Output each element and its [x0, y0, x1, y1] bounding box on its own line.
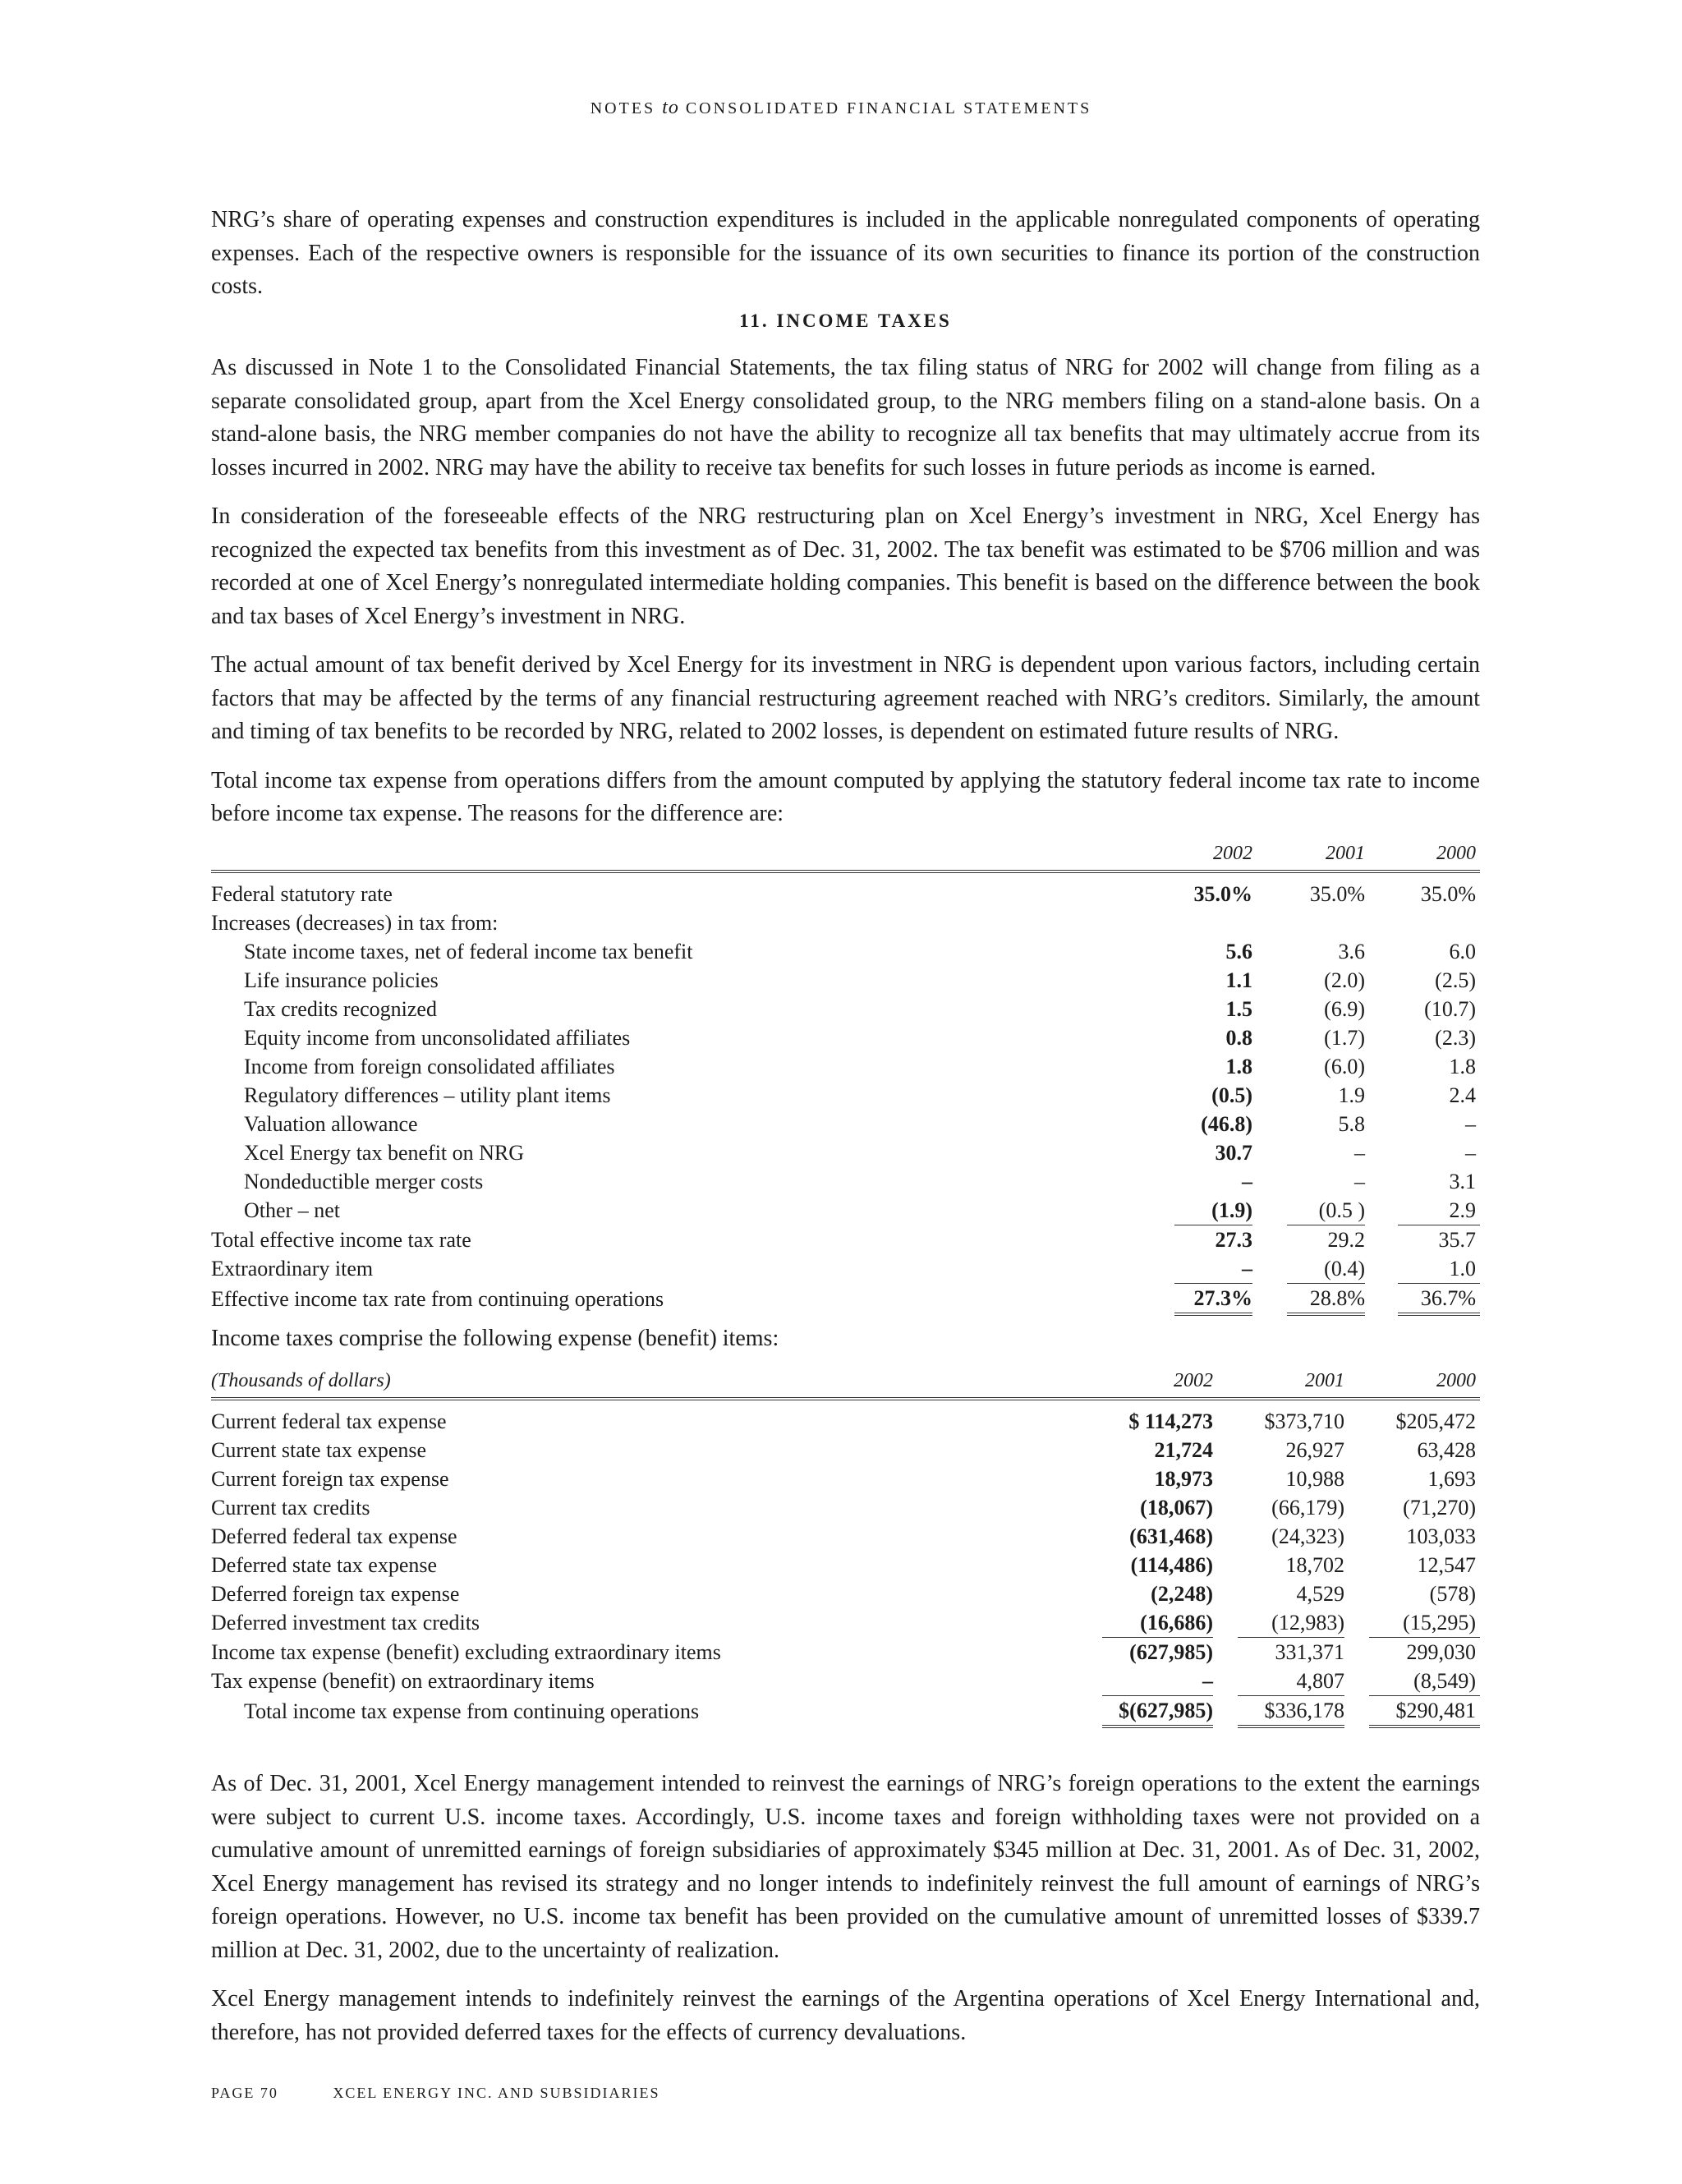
row-label: Income tax expense (benefit) excluding extraordinary items — [211, 1639, 721, 1664]
row-label: Nondeductible merger costs — [244, 1170, 484, 1193]
cell-value: – — [1354, 1170, 1365, 1193]
table-row — [211, 995, 1480, 1023]
column-header: 2001 — [1287, 839, 1365, 871]
cell-value: 4,529 — [1296, 1582, 1344, 1606]
expense-intro-block — [211, 1322, 1480, 1356]
cell-value: (10.7) — [1424, 997, 1476, 1021]
running-head-post: CONSOLIDATED FINANCIAL STATEMENTS — [685, 99, 1092, 117]
cell-value: 2.9 — [1398, 1196, 1476, 1225]
table-row — [211, 1493, 1480, 1522]
row-label: Income from foreign consolidated affiliates — [244, 1055, 615, 1078]
row-label: Current state tax expense — [211, 1438, 427, 1462]
cell-value: 35.7 — [1438, 1228, 1476, 1252]
cell-value: 5.6 — [1225, 940, 1252, 963]
table-row — [211, 1667, 1480, 1696]
cell-value — [1287, 908, 1365, 937]
row-label: Effective income tax rate from continuing operations — [211, 1286, 664, 1311]
cell-value: 331,371 — [1275, 1640, 1344, 1664]
table-row — [211, 1196, 1480, 1225]
table-header-row — [211, 839, 1480, 871]
row-label: Current foreign tax expense — [211, 1467, 449, 1491]
cell-value: 28.8% — [1287, 1284, 1365, 1315]
intro-paragraph: NRG’s share of operating expenses and construction expenditures is included in the applicable nonregulated components of operating expenses. Each of the respective owners is responsible for the issuance of its own securities to finance its portion of the construction costs. — [211, 207, 1480, 299]
column-header: 2002 — [1102, 1367, 1213, 1399]
cell-value: $336,178 — [1238, 1696, 1344, 1727]
cell-value: 1.9 — [1338, 1083, 1365, 1107]
cell-value: (1.7) — [1324, 1026, 1365, 1050]
cell-value: (6.0) — [1324, 1055, 1365, 1078]
row-label: Deferred state tax expense — [211, 1553, 438, 1577]
column-header: 2001 — [1238, 1367, 1344, 1399]
paragraph: Xcel Energy management intends to indefinitely reinvest the earnings of the Argentina operations of Xcel Energy International and, therefore, has not provided deferred taxes for the effects of currency devaluations. — [211, 1986, 1480, 2045]
cell-value: (1.9) — [1174, 1196, 1252, 1225]
cell-value: (71,270) — [1403, 1496, 1476, 1520]
row-label: Total income tax expense from continuing operations — [244, 1699, 700, 1723]
running-head-italic: to — [662, 97, 679, 118]
row-label: Deferred investment tax credits — [211, 1611, 480, 1635]
income-tax-expense-table — [211, 1367, 1480, 1728]
table-row — [211, 1522, 1480, 1551]
cell-value: 1.0 — [1398, 1254, 1476, 1284]
cell-value: (0.5 ) — [1287, 1196, 1365, 1225]
cell-value: (578) — [1429, 1582, 1476, 1606]
cell-value: 30.7 — [1215, 1141, 1252, 1165]
cell-value: $ 114,273 — [1128, 1409, 1213, 1433]
paragraph: Total income tax expense from operations differs from the amount computed by applying the statutory federal income tax rate to income before income tax expense. The reasons for the difference are: — [211, 767, 1480, 826]
cell-value: 1.8 — [1225, 1055, 1252, 1078]
page-footer — [211, 2085, 710, 2102]
cell-value: 0.8 — [1225, 1026, 1252, 1050]
row-label: Increases (decreases) in tax from: — [211, 911, 499, 935]
row-label: Xcel Energy tax benefit on NRG — [244, 1141, 525, 1165]
cell-value: (0.4) — [1287, 1254, 1365, 1284]
cell-value: (0.5) — [1211, 1083, 1252, 1107]
table-row — [211, 1225, 1480, 1255]
row-label: Deferred foreign tax expense — [211, 1582, 460, 1606]
column-header: 2002 — [1174, 839, 1252, 871]
cell-value: (16,686) — [1102, 1608, 1213, 1638]
table-row — [211, 1399, 1480, 1436]
column-header: 2000 — [1398, 839, 1476, 871]
table-row — [211, 1638, 1480, 1667]
table-row — [211, 1052, 1480, 1081]
cell-value: – — [1174, 1254, 1252, 1284]
row-label: Other – net — [244, 1198, 340, 1223]
cell-value: 1.1 — [1225, 968, 1252, 992]
section-title: 11. INCOME TAXES — [739, 310, 952, 331]
cell-value: (2.3) — [1435, 1026, 1476, 1050]
cell-value — [1398, 908, 1476, 937]
cell-value: 3.1 — [1449, 1170, 1476, 1193]
page-number: PAGE 70 — [211, 2085, 278, 2101]
table-row — [211, 1167, 1480, 1196]
paragraph: As of Dec. 31, 2001, Xcel Energy management intended to reinvest the earnings of NRG’s foreign operations to the extent the earnings were subject to current U.S. income taxes. Accordingly, U.S. income taxes and foreign withholding taxes were not provided on a cumulative amount of unremitted earnings of foreign subsidiaries of approximately $345 million at Dec. 31, 2001. As of Dec. 31, 2002, Xcel Energy management has revised its strategy and no longer intends to indefinitely reinvest the full amount of earnings of NRG’s foreign operations. However, no U.S. income tax benefit has been provided on the cumulative amount of unremitted losses of $339.7 million at Dec. 31, 2002, due to the uncertainty of realization. — [211, 1771, 1480, 1963]
row-label: Tax credits recognized — [244, 997, 437, 1021]
cell-value: (2.0) — [1324, 968, 1365, 992]
table-row — [211, 1608, 1480, 1638]
row-label: Current tax credits — [211, 1496, 370, 1520]
cell-value: 29.2 — [1327, 1228, 1365, 1252]
cell-value: (24,323) — [1271, 1524, 1344, 1548]
table-row — [211, 1081, 1480, 1110]
cell-value: 1,693 — [1427, 1467, 1476, 1491]
cell-value: – — [1354, 1141, 1365, 1165]
table-row — [211, 1254, 1480, 1284]
row-label: Valuation allowance — [244, 1112, 418, 1136]
footer-company: XCEL ENERGY INC. AND SUBSIDIARIES — [333, 2085, 660, 2101]
closing-block — [211, 1768, 1480, 2049]
cell-value: $373,710 — [1264, 1409, 1344, 1433]
cell-value: 18,973 — [1154, 1467, 1213, 1491]
running-head — [0, 97, 1682, 119]
cell-value: 299,030 — [1406, 1640, 1476, 1664]
cell-value: (18,067) — [1140, 1496, 1213, 1520]
cell-value: (6.9) — [1324, 997, 1365, 1021]
cell-value: (627,985) — [1129, 1640, 1213, 1664]
cell-value: $(627,985) — [1102, 1696, 1213, 1727]
cell-value: 27.3% — [1174, 1284, 1252, 1315]
cell-value: 103,033 — [1406, 1524, 1476, 1548]
cell-value: 4,807 — [1238, 1667, 1344, 1696]
cell-value: 2.4 — [1449, 1083, 1476, 1107]
table-row — [211, 871, 1480, 908]
cell-value: 1.5 — [1225, 997, 1252, 1021]
cell-value: 35.0% — [1420, 882, 1476, 906]
cell-value: 5.8 — [1338, 1112, 1365, 1136]
cell-value — [1174, 908, 1252, 937]
row-label: Extraordinary item — [211, 1257, 374, 1281]
column-header: 2000 — [1369, 1367, 1476, 1399]
table-row — [211, 1284, 1480, 1315]
cell-value: – — [1102, 1667, 1213, 1696]
paragraph: The actual amount of tax benefit derived by Xcel Energy for its investment in NRG is dependent upon various factors, including certain factors that may be affected by the terms of any financial restructuring agreement reached with NRG’s creditors. Similarly, the amount and timing of tax benefits to be recorded by NRG, related to 2002 losses, is dependent on estimated future results of NRG. — [211, 652, 1480, 744]
expense-intro: Income taxes comprise the following expense (benefit) items: — [211, 1326, 779, 1351]
table-row — [211, 966, 1480, 995]
paragraph: In consideration of the foreseeable effects of the NRG restructuring plan on Xcel Energy’s investment in NRG, Xcel Energy has recognized the expected tax benefits from this investment as of Dec. 31, 2002. The tax benefit was estimated to be $706 million and was recorded at one of Xcel Energy’s nonregulated intermediate holding companies. This benefit is based on the difference between the book and tax bases of Xcel Energy’s investment in NRG. — [211, 503, 1480, 629]
table-row — [211, 1023, 1480, 1052]
cell-value: 63,428 — [1417, 1438, 1476, 1462]
cell-value: 27.3 — [1215, 1228, 1252, 1252]
cell-value: 36.7% — [1398, 1284, 1476, 1315]
table-row — [211, 1696, 1480, 1727]
body-block — [211, 352, 1480, 831]
row-label: Total effective income tax rate — [211, 1227, 471, 1252]
cell-value: 21,724 — [1154, 1438, 1213, 1462]
row-label: Federal statutory rate — [211, 882, 393, 906]
cell-value: 35.0% — [1193, 882, 1252, 906]
cell-value: $290,481 — [1369, 1696, 1476, 1727]
row-label: Tax expense (benefit) on extraordinary items — [211, 1669, 595, 1694]
row-label: Life insurance policies — [244, 968, 439, 992]
paragraph: As discussed in Note 1 to the Consolidated Financial Statements, the tax filing status of NRG for 2002 will change from filing as a separate consolidated group, apart from the Xcel Energy consolidated group, to the NRG members filing on a stand-alone basis. On a stand-alone basis, the NRG member companies do not have the ability to recognize all tax benefits that may ultimately accrue from its losses incurred in 2002. NRG may have the ability to receive tax benefits for such losses in future periods as income is earned. — [211, 355, 1480, 480]
cell-value: 1.8 — [1449, 1055, 1476, 1078]
rate-reconciliation-table — [211, 839, 1480, 1316]
cell-value: (114,486) — [1130, 1553, 1213, 1577]
cell-value: 3.6 — [1338, 940, 1365, 963]
cell-value: – — [1465, 1141, 1476, 1165]
cell-value: 6.0 — [1449, 940, 1476, 963]
table-row — [211, 1436, 1480, 1464]
cell-value: (15,295) — [1369, 1608, 1476, 1638]
table-row — [211, 1138, 1480, 1167]
row-label: Current federal tax expense — [211, 1409, 447, 1433]
cell-value: (2,248) — [1151, 1582, 1213, 1606]
cell-value: 35.0% — [1309, 882, 1365, 906]
cell-value: (2.5) — [1435, 968, 1476, 992]
row-label: State income taxes, net of federal income tax benefit — [244, 940, 693, 963]
row-label: Deferred federal tax expense — [211, 1524, 457, 1548]
table-row — [211, 908, 1480, 937]
cell-value: (12,983) — [1238, 1608, 1344, 1638]
table-row — [211, 1551, 1480, 1579]
table-row — [211, 1110, 1480, 1138]
cell-value: 26,927 — [1285, 1438, 1344, 1462]
table-row — [211, 937, 1480, 966]
cell-value: – — [1465, 1112, 1476, 1136]
cell-value: 10,988 — [1285, 1467, 1344, 1491]
cell-value: $205,472 — [1395, 1409, 1476, 1433]
cell-value: 12,547 — [1417, 1553, 1476, 1577]
cell-value: (631,468) — [1129, 1524, 1213, 1548]
cell-value: 18,702 — [1285, 1553, 1344, 1577]
row-label: Equity income from unconsolidated affiliates — [244, 1026, 631, 1050]
running-head-pre: NOTES — [590, 99, 656, 117]
cell-value: (8,549) — [1369, 1667, 1476, 1696]
cell-value: (66,179) — [1271, 1496, 1344, 1520]
intro-block — [211, 204, 1480, 304]
table-header-row — [211, 1367, 1480, 1399]
table-row — [211, 1579, 1480, 1608]
cell-value: – — [1242, 1170, 1252, 1193]
row-label: Regulatory differences – utility plant items — [244, 1083, 611, 1107]
cell-value: (46.8) — [1201, 1112, 1252, 1136]
unit-label: (Thousands of dollars) — [211, 1367, 1102, 1399]
table-row — [211, 1464, 1480, 1493]
